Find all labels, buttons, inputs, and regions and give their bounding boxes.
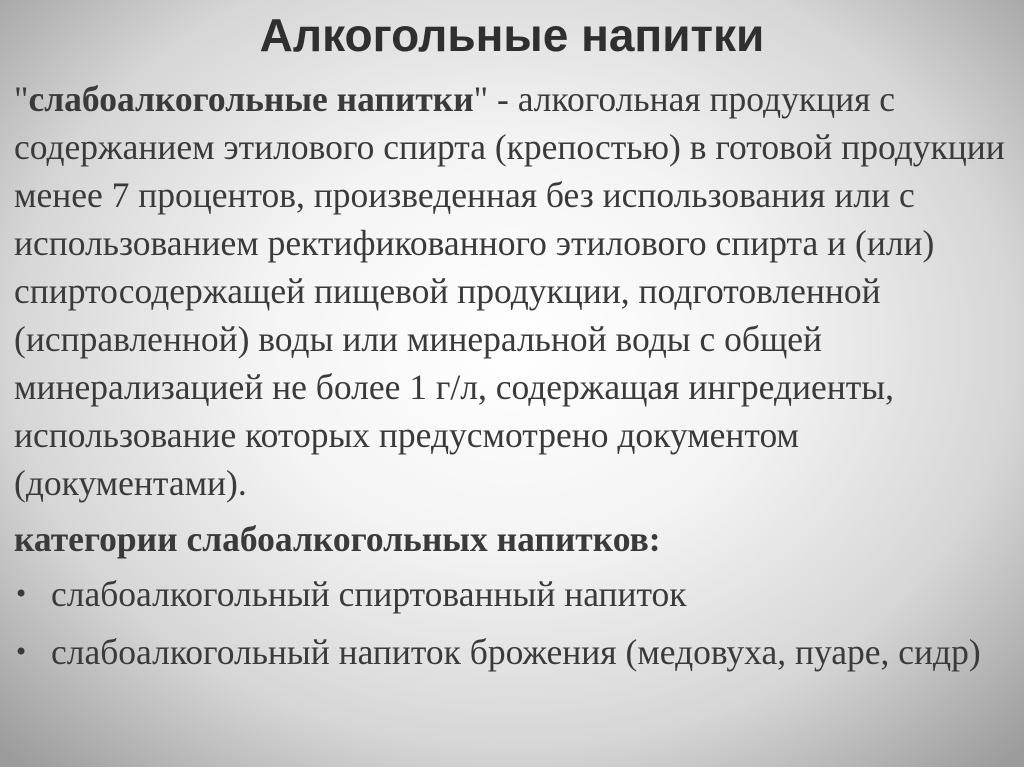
list-item [14,628,1010,676]
category-list [14,570,1010,686]
definition-text: - алкогольная продукция с содержанием этилового спирта (крепостью) в готовой продукции менее 7 процентов, произведенная без использования или с использованием ректификованного этилового спирта и (или) спиртосодержащей пищевой продукции, подготовленной (исправленной) воды или минеральной воды с общей минерализацией не более 1 г/л, содержащая ингредиенты, использование которых предусмотрено документом (документами). [14,79,1005,503]
category-label: слабоалкогольный напиток брожения (медовуха, пуаре, сидр) [51,632,981,672]
list-item [14,570,1010,618]
category-label: слабоалкогольный спиртованный напиток [51,574,687,614]
bullet-icon: • [14,638,29,666]
slide-title: Алкогольные напитки [259,9,765,61]
close-quote: " [473,79,489,119]
bullet-icon: • [14,580,29,608]
categories-heading: категории слабоалкогольных напитков: [14,519,661,559]
definition-term: слабоалкогольные напитки [28,79,474,119]
open-quote: " [14,79,29,119]
definition-paragraph [14,75,1010,507]
